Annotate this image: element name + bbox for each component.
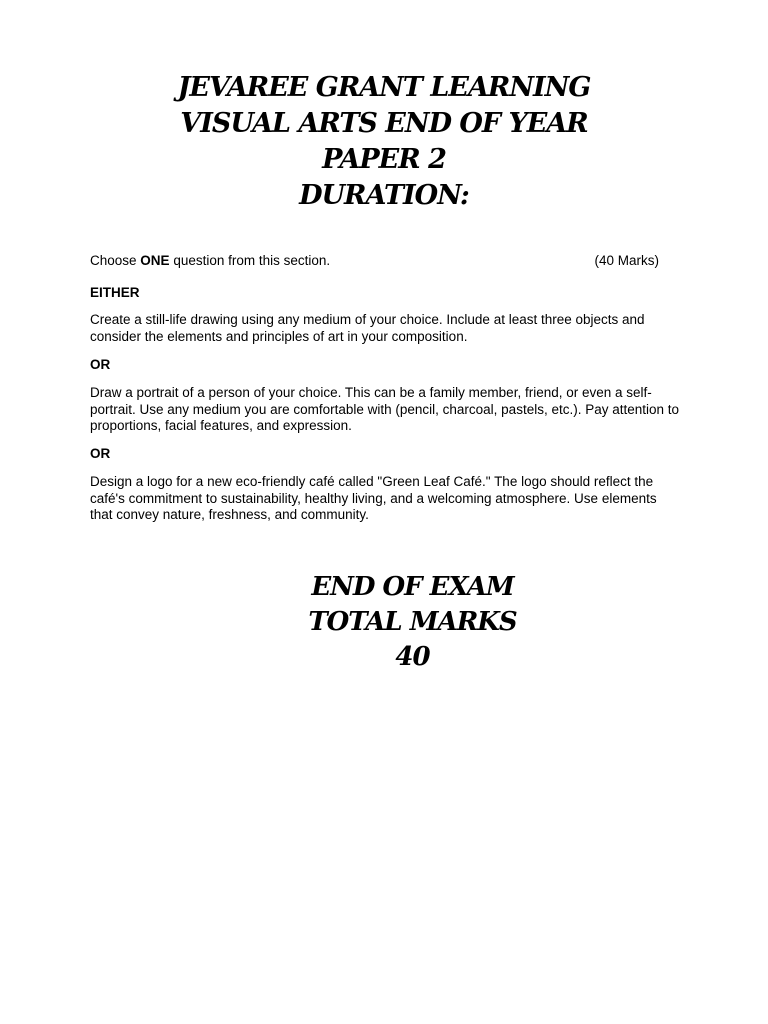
instruction-suffix: question from this section.	[169, 253, 331, 268]
section-instruction	[90, 252, 662, 270]
total-marks-value: 40	[395, 642, 430, 672]
title-line-duration: DURATION:	[299, 180, 469, 211]
exam-title	[0, 70, 768, 214]
question-still-life: Create a still-life drawing using any medium of your choice. Include at least three objects and consider the elements and principles of art in your composition.	[90, 312, 645, 344]
title-line-subject: VISUAL ARTS END OF YEAR	[180, 108, 588, 139]
or-label-1: OR	[90, 357, 111, 372]
title-line-paper: PAPER 2	[322, 144, 446, 175]
instruction-emphasis: ONE	[140, 253, 170, 268]
section-marks: (40 Marks)	[594, 253, 659, 268]
title-line-school: JEVAREE GRANT LEARNING	[177, 72, 591, 103]
question-logo: Design a logo for a new eco-friendly café called "Green Leaf Café." The logo should reflect the café's commitment to sustainability, healthy living, and a welcoming atmosphere. Use elements that convey nature, freshness, and community.	[90, 474, 657, 522]
or-label-2: OR	[90, 446, 111, 461]
either-label: EITHER	[90, 285, 140, 300]
instruction-prefix: Choose	[90, 253, 141, 268]
end-of-exam-text: END OF EXAM	[311, 572, 514, 602]
total-marks-label: TOTAL MARKS	[308, 607, 517, 637]
exam-footer	[0, 570, 768, 675]
question-portrait: Draw a portrait of a person of your choice. This can be a family member, friend, or even a self-portrait. Use any medium you are comfortable with (pencil, charcoal, pastels, etc.). Pay attention to proportions, facial features, and expression.	[90, 385, 680, 433]
